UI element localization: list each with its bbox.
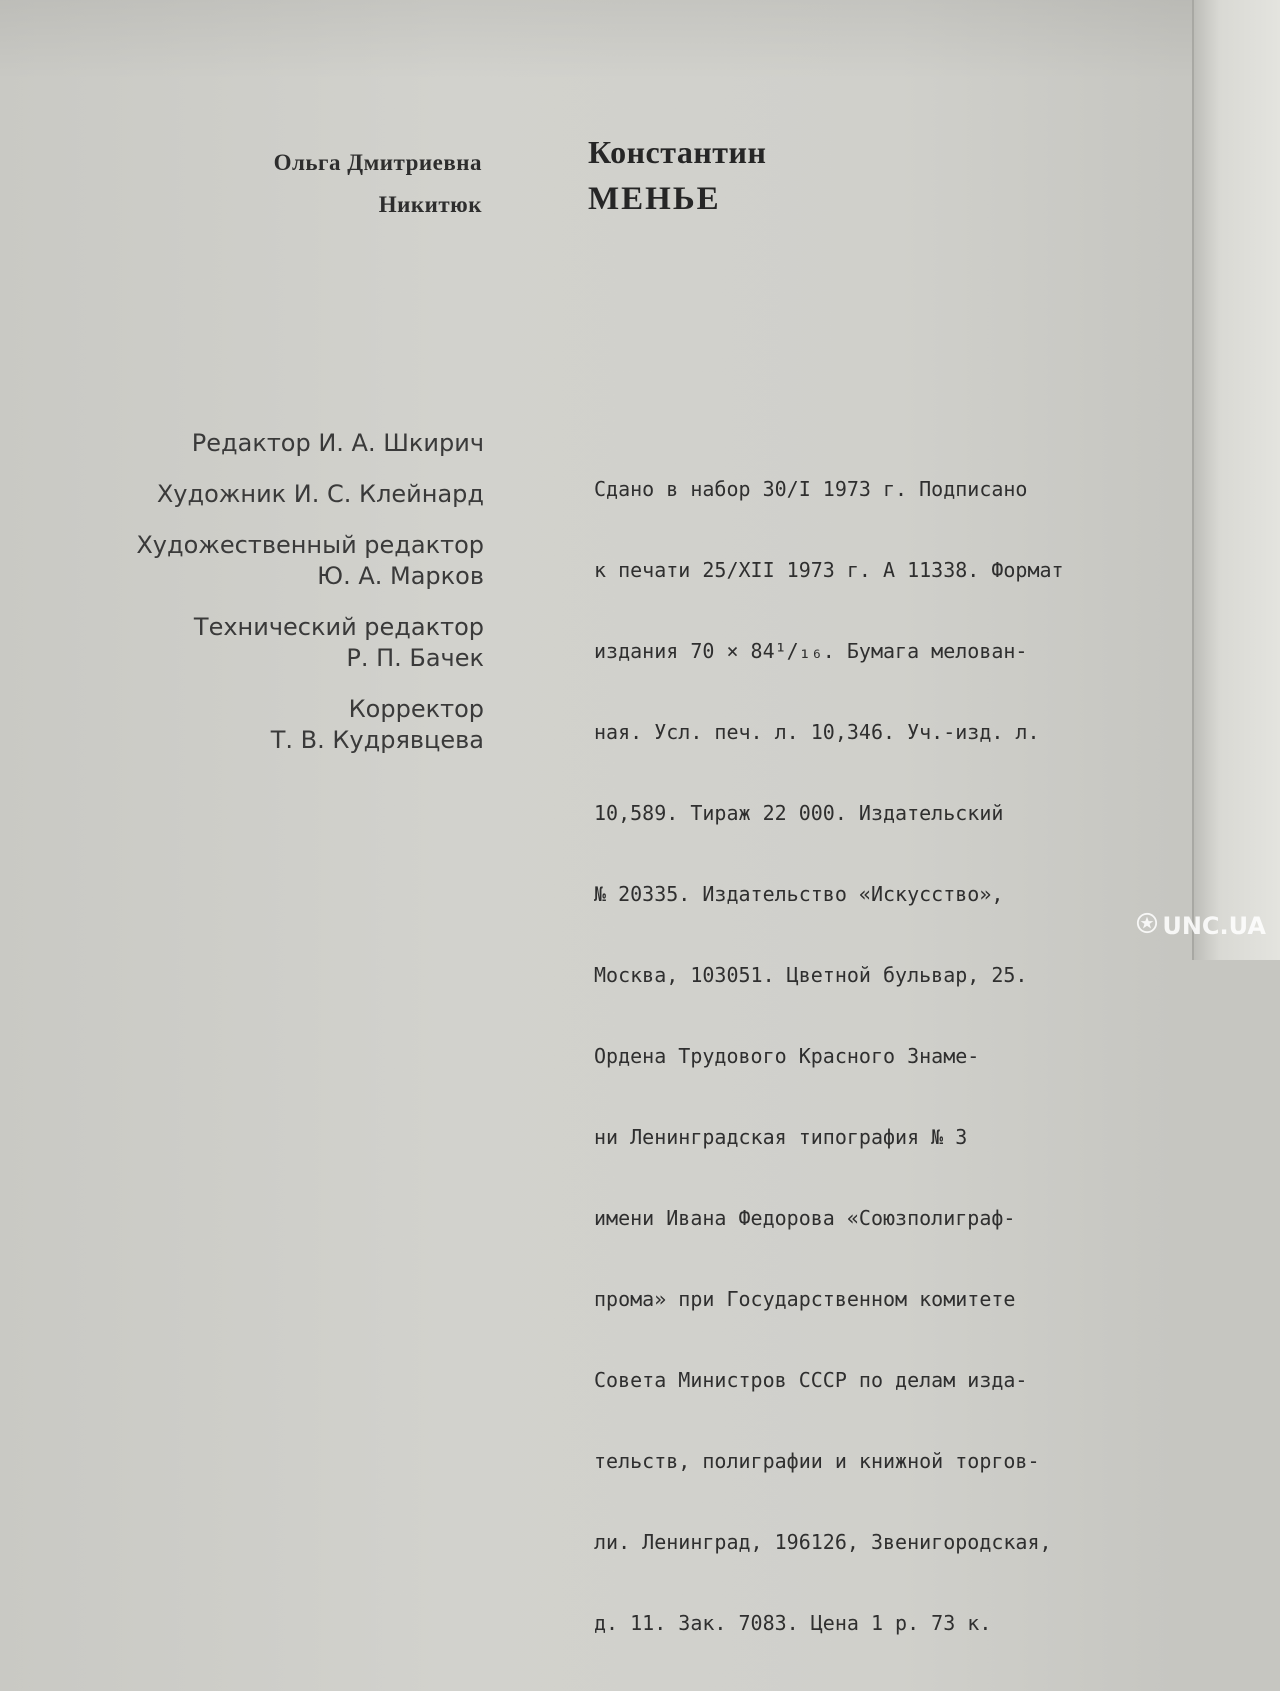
author-name [274,142,482,226]
credit-role: Художник И. С. Клейнард [156,480,484,508]
imprint-line: Сдано в набор 30/I 1973 г. Подписано [594,477,1028,501]
credit-person: Р. П. Бачек [346,644,484,672]
imprint-line: прома» при Государственном комитете [594,1287,1016,1311]
watermark [1136,912,1266,940]
imprint-line: ная. Усл. печ. л. 10,346. Уч.-изд. л. [594,720,1040,744]
credit-person: Т. В. Кудрявцева [270,726,484,754]
credit-person: Ю. А. Марков [317,562,484,590]
imprint-line: имени Ивана Федорова «Союзполиграф- [594,1206,1016,1230]
imprint-line: к печати 25/XII 1973 г. А 11338. Формат [594,558,1064,582]
author-first-middle: Ольга Дмитриевна [273,150,482,175]
imprint-line: д. 11. Зак. 7083. Цена 1 р. 73 к. [594,1611,992,1635]
imprint-line: Ордена Трудового Красного Знаме- [594,1044,980,1068]
credit-art-editor [136,530,484,592]
imprint-line: 10,589. Тираж 22 000. Издательский [594,801,1004,825]
imprint-line: Совета Министров СССР по делам изда- [594,1368,1028,1392]
imprint-line: издания 70 × 84¹/₁₆. Бумага мелован- [594,639,1028,663]
title-surname: МЕНЬЕ [588,181,721,217]
coin-star-icon [1136,912,1158,940]
credit-tech-editor [136,612,484,674]
imprint-line: ни Ленинградская типография № 3 [594,1125,968,1149]
credit-role: Корректор [348,695,484,723]
credit-role: Художественный редактор [136,531,484,559]
page-edge [1192,0,1280,960]
credit-proofreader [136,694,484,756]
imprint-block [594,422,1162,1691]
imprint-line: ли. Ленинград, 196126, Звенигородская, [594,1530,1052,1554]
credit-role: Технический редактор [193,613,484,641]
book-title [588,130,766,224]
credit-editor [136,428,484,459]
author-surname: Никитюк [378,192,482,217]
imprint-line: тельств, полиграфии и книжной торгов- [594,1449,1040,1473]
credit-artist [136,479,484,510]
watermark-text: UNC.UA [1162,912,1266,940]
credit-role: Редактор И. А. Шкирич [191,429,484,457]
imprint-line: Москва, 103051. Цветной бульвар, 25. [594,963,1028,987]
credits-block [136,428,484,776]
page-shadow [0,0,1280,80]
imprint-line: № 20335. Издательство «Искусство», [594,882,1004,906]
title-first-name: Константин [588,134,767,170]
